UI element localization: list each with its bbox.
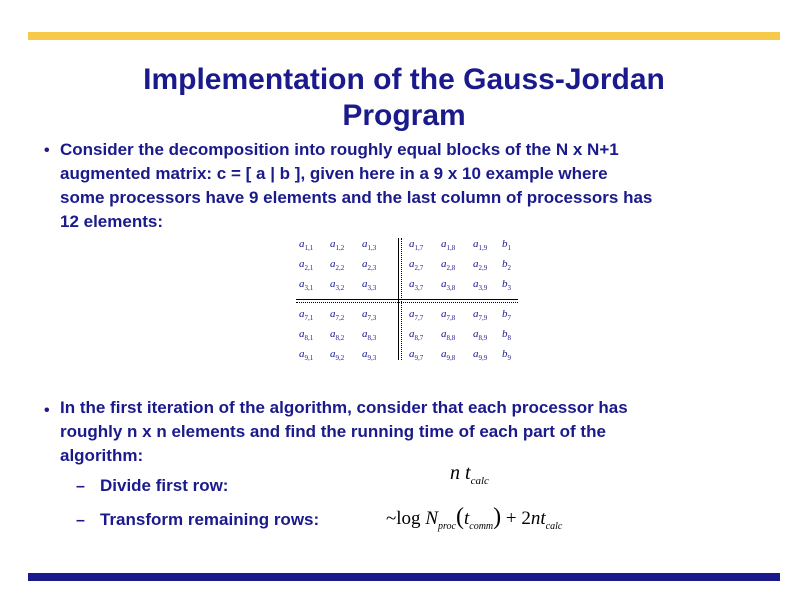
matrix-horizontal-divider-dotted bbox=[296, 302, 518, 303]
matrix-horizontal-divider bbox=[296, 299, 518, 300]
matrix-cell: $a_{2,8}$ bbox=[441, 258, 456, 273]
matrix-cell: $b_9$ bbox=[502, 348, 511, 363]
matrix-cell: $a_{9,7}$ bbox=[409, 348, 424, 363]
matrix-cell: $a_{2,3}$ bbox=[362, 258, 377, 273]
matrix-cell: $a_{1,9}$ bbox=[473, 238, 488, 253]
formula-transform: ~log $N_{proc}(t_{comm}) + 2nt_{calc}$ bbox=[386, 504, 563, 532]
bullet-1-line-2: augmented matrix: c = [ a | b ], given here in a 9 x 10 example where bbox=[60, 164, 608, 183]
matrix-cell: $a_{9,9}$ bbox=[473, 348, 488, 363]
matrix-cell: $a_{1,3}$ bbox=[362, 238, 377, 253]
matrix-cell: $a_{9,8}$ bbox=[441, 348, 456, 363]
matrix-cell: $b_8$ bbox=[502, 328, 511, 343]
matrix-cell: $a_{9,3}$ bbox=[362, 348, 377, 363]
bullet-2-line-3: algorithm: bbox=[60, 446, 144, 465]
matrix-cell: $a_{7,9}$ bbox=[473, 308, 488, 323]
subitem-transform-label: Transform remaining rows: bbox=[100, 510, 320, 529]
matrix-cell: $a_{3,1}$ bbox=[299, 278, 314, 293]
bullet-2-line-2: roughly n x n elements and find the running time of each part of the bbox=[60, 422, 606, 441]
matrix-cell: $a_{8,7}$ bbox=[409, 328, 424, 343]
bullet-1-line-3: some processors have 9 elements and the last column of processors has bbox=[60, 188, 653, 207]
matrix-cell: $a_{9,1}$ bbox=[299, 348, 314, 363]
matrix-cell: $a_{8,9}$ bbox=[473, 328, 488, 343]
matrix-cell: $a_{1,8}$ bbox=[441, 238, 456, 253]
matrix-cell: $a_{7,7}$ bbox=[409, 308, 424, 323]
matrix-cell: $a_{7,3}$ bbox=[362, 308, 377, 323]
matrix-cell: $b_2$ bbox=[502, 258, 511, 273]
bullet-marker: • bbox=[44, 402, 50, 419]
matrix-cell: $a_{2,9}$ bbox=[473, 258, 488, 273]
matrix-cell: $a_{2,1}$ bbox=[299, 258, 314, 273]
matrix-cell: $a_{3,2}$ bbox=[330, 278, 345, 293]
matrix-cell: $b_7$ bbox=[502, 308, 511, 323]
top-accent-bar bbox=[28, 32, 780, 40]
matrix-cell: $a_{7,8}$ bbox=[441, 308, 456, 323]
matrix-cell: $a_{8,2}$ bbox=[330, 328, 345, 343]
matrix-cell: $a_{7,1}$ bbox=[299, 308, 314, 323]
bullet-2-line-1: In the first iteration of the algorithm, consider that each processor has bbox=[60, 398, 628, 417]
matrix-cell: $a_{8,3}$ bbox=[362, 328, 377, 343]
matrix-cell: $a_{3,7}$ bbox=[409, 278, 424, 293]
subitem-marker: – bbox=[76, 478, 85, 495]
matrix-cell: $a_{8,8}$ bbox=[441, 328, 456, 343]
matrix-cell: $b_1$ bbox=[502, 238, 511, 253]
bullet-1-text bbox=[60, 138, 770, 234]
matrix-cell: $a_{3,9}$ bbox=[473, 278, 488, 293]
matrix-cell: $b_3$ bbox=[502, 278, 511, 293]
title-line-2: Program bbox=[342, 99, 466, 132]
matrix-cell: $a_{8,1}$ bbox=[299, 328, 314, 343]
formula-divide: n $t_{calc}$ bbox=[450, 462, 489, 487]
bottom-accent-bar bbox=[28, 573, 780, 581]
bullet-1-line-4: 12 elements: bbox=[60, 212, 163, 231]
matrix-cell: $a_{2,7}$ bbox=[409, 258, 424, 273]
matrix-cell: $a_{1,1}$ bbox=[299, 238, 314, 253]
matrix-cell: $a_{3,3}$ bbox=[362, 278, 377, 293]
matrix-cell: $a_{1,2}$ bbox=[330, 238, 345, 253]
bullet-2-text bbox=[60, 396, 770, 468]
bullet-marker: • bbox=[44, 142, 50, 159]
title-line-1: Implementation of the Gauss-Jordan bbox=[143, 63, 665, 96]
slide-title bbox=[0, 62, 800, 134]
bullet-1-line-1: Consider the decomposition into roughly equal blocks of the N x N+1 bbox=[60, 140, 619, 159]
matrix-cell: $a_{2,2}$ bbox=[330, 258, 345, 273]
matrix-cell: $a_{1,7}$ bbox=[409, 238, 424, 253]
matrix-cell: $a_{9,2}$ bbox=[330, 348, 345, 363]
subitem-marker: – bbox=[76, 512, 85, 529]
matrix-cell: $a_{7,2}$ bbox=[330, 308, 345, 323]
subitem-divide-label: Divide first row: bbox=[100, 476, 229, 495]
matrix-cell: $a_{3,8}$ bbox=[441, 278, 456, 293]
